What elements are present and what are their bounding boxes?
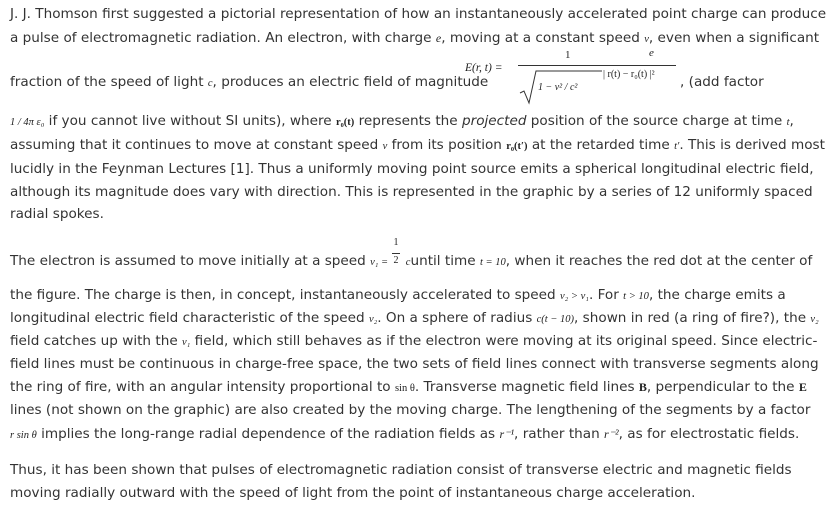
para1-line1 xyxy=(10,6,826,22)
math-sin-theta: sin θ xyxy=(394,383,415,394)
math-v1-eq: v₁ = xyxy=(370,257,389,268)
text: the ring of fire, with an angular intensity proportional to xyxy=(10,379,391,395)
math-v2: v₂ xyxy=(368,314,378,325)
text: , (add factor xyxy=(680,74,764,90)
formula-lhs: E(r, t) = xyxy=(465,62,503,74)
text: , as for electrostatic fields. xyxy=(618,426,800,442)
math-v2: v₂ xyxy=(810,314,819,325)
para1-line3 xyxy=(10,74,488,90)
text: . Transverse magnetic field lines xyxy=(414,379,635,395)
text: , xyxy=(789,113,794,129)
math-E: E xyxy=(798,380,807,394)
text: from its position xyxy=(391,137,502,153)
text: Thus, it has been shown that pulses of electromagnetic radiation consist of transverse electric and magnetic fields xyxy=(10,462,792,478)
text: represents the xyxy=(358,113,458,129)
text: . This is derived most xyxy=(679,137,825,153)
text: , rather than xyxy=(514,426,600,442)
para1-line5 xyxy=(10,137,825,153)
math-t10: t = 10 xyxy=(479,257,506,268)
text: position of the source charge at time xyxy=(530,113,783,129)
math-t-gt-10: t > 10 xyxy=(623,291,649,302)
text: . On a sphere of radius xyxy=(377,310,533,326)
text: . For xyxy=(588,287,619,303)
math-radius: c(t − 10) xyxy=(536,314,575,325)
para2-line3 xyxy=(10,310,819,326)
half-denominator: 2 xyxy=(393,255,399,266)
text: J. J. Thomson first suggested a pictorial representation of how an instantaneously accelerated point charge can produce xyxy=(10,6,826,22)
para1-line2 xyxy=(10,30,819,46)
para2-line1 xyxy=(10,237,813,269)
para3-line2 xyxy=(10,485,695,501)
para2-line6 xyxy=(10,379,807,395)
text: , moving at a constant speed xyxy=(441,30,640,46)
text: , when it reaches the red dot at the center of xyxy=(505,253,813,269)
fraction-bar-1 xyxy=(518,65,602,66)
text: implies the long-range radial dependence of the radiation fields as xyxy=(41,426,496,442)
para2-line8 xyxy=(10,426,799,442)
math-e: e xyxy=(435,31,442,45)
para1-line4 xyxy=(10,113,794,129)
math-r-inverse-square: r⁻² xyxy=(604,427,619,441)
para1-line6 xyxy=(10,161,814,177)
para2-line2 xyxy=(10,287,786,303)
math-t: t xyxy=(786,117,790,128)
text: until time xyxy=(410,253,476,269)
math-c: c xyxy=(207,78,213,89)
text: lines (not shown on the graphic) are also created by the moving charge. The lengthening of the segments by a factor xyxy=(10,402,811,418)
half-numerator: 1 xyxy=(393,237,399,248)
para1-line3-tail xyxy=(680,74,764,90)
text: the figure. The charge is then, in concept, instantaneously accelerated to speed xyxy=(10,287,556,303)
para3-line1 xyxy=(10,462,792,478)
text: , even when a significant xyxy=(648,30,820,46)
math-v: v xyxy=(382,141,388,152)
text: longitudinal electric field characteristic of the speed xyxy=(10,310,365,326)
sqrt-body: 1 − v² / c² xyxy=(538,82,578,93)
math-r0tp: r₀(t′) xyxy=(506,141,528,152)
math-r-sin-theta: r sin θ xyxy=(10,430,37,441)
half-bar xyxy=(392,253,400,254)
formula-num2: e xyxy=(649,47,654,59)
fraction-bar-2 xyxy=(600,65,676,66)
text: if you cannot live without SI units), where xyxy=(48,113,332,129)
math-half xyxy=(392,237,401,266)
text: moving radially outward with the speed of light from the point of instantaneous charge acceleration. xyxy=(10,485,696,501)
text: a pulse of electromagnetic radiation. An electron, with charge xyxy=(10,30,432,46)
math-v2-gt-v1: v₂ > v₁ xyxy=(559,291,589,302)
para1-line8 xyxy=(10,206,104,222)
para2-line5 xyxy=(10,356,819,372)
para1-line7 xyxy=(10,184,813,200)
text: at the retarded time xyxy=(531,137,670,153)
para2-line7 xyxy=(10,402,810,418)
text: , shown in red (a ring of fire?), the xyxy=(574,310,807,326)
text: field, which still behaves as if the electron were moving at its original speed. Since electric- xyxy=(194,333,818,349)
text: although its magnitude does vary with direction. This is represented in the graphic by a series of 12 uniformly spaced xyxy=(10,184,813,200)
text: lucidly in the Feynman Lectures [1]. Thus a uniformly moving point source emits a spherical longitudinal electric field, xyxy=(10,161,814,177)
math-v1: v₁ xyxy=(182,337,191,348)
text: The electron is assumed to move initially at a speed xyxy=(10,253,366,269)
formula-num1: 1 xyxy=(565,49,571,61)
text: , perpendicular to the xyxy=(646,379,795,395)
math-v: v xyxy=(644,34,649,45)
para2-line4 xyxy=(10,333,817,349)
formula-den2: | r(t) − r₀(t) |² xyxy=(603,69,655,80)
math-B: B xyxy=(638,380,647,394)
text: assuming that it continues to move at constant speed xyxy=(10,137,379,153)
math-c: c xyxy=(405,257,411,268)
text: , produces an electric field of magnitude xyxy=(212,74,489,90)
math-r0t: r₀(t) xyxy=(335,117,355,128)
text: field lines must be continuous in charge-free space, the two sets of field lines connect with transverse segments along xyxy=(10,356,819,372)
text: field catches up with the xyxy=(10,333,178,349)
text: fraction of the speed of light xyxy=(10,74,204,90)
text: radial spokes. xyxy=(10,206,104,222)
math-si-factor: 1 / 4π ε₀ xyxy=(10,117,45,128)
math-tprime: t′ xyxy=(674,141,680,152)
text: , the charge emits a xyxy=(648,287,786,303)
math-r-inverse: r⁻¹ xyxy=(499,427,515,441)
text-emphasis: projected xyxy=(461,113,527,129)
